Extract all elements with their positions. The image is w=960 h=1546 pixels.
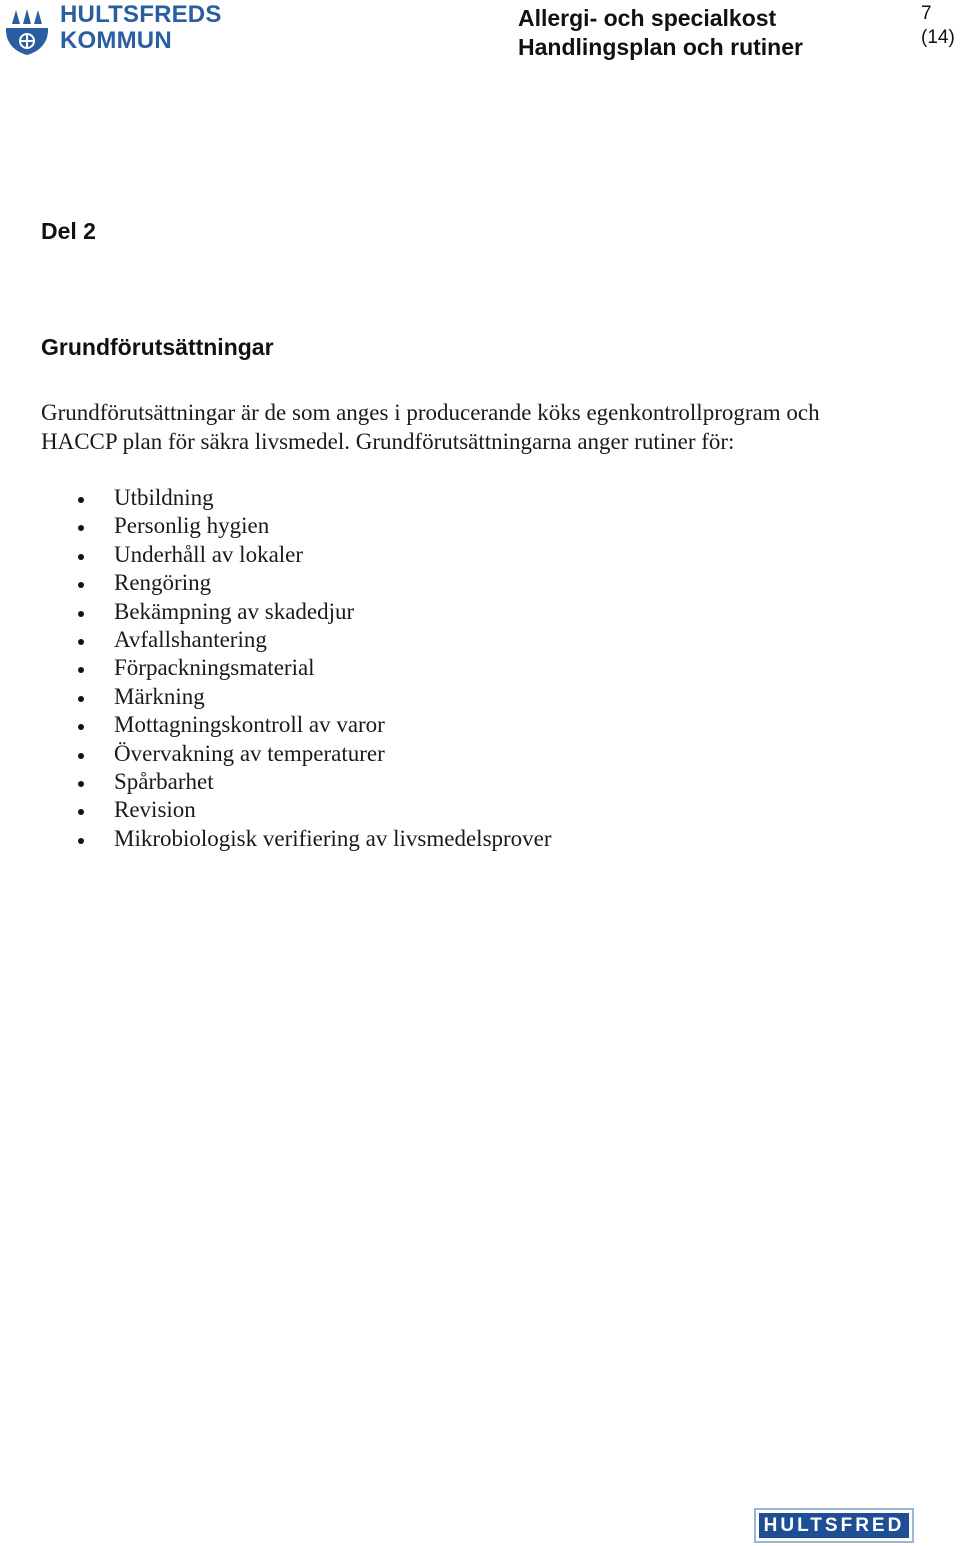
list-item: Underhåll av lokaler [74, 541, 552, 569]
list-item: Spårbarhet [74, 768, 552, 796]
logo-line-1: HULTSFREDS [60, 1, 222, 28]
routine-list [74, 484, 552, 853]
document-title-line-2: Handlingsplan och rutiner [518, 34, 803, 60]
list-item: Rengöring [74, 569, 552, 597]
intro-paragraph [41, 398, 911, 456]
document-title-line-1: Allergi- och specialkost [518, 5, 777, 31]
intro-line-1: Grundförutsättningar är de som anges i producerande köks egenkontrollprogram och [41, 400, 820, 425]
footer-logo [754, 1508, 914, 1543]
shield-icon [4, 4, 50, 56]
page-number [921, 2, 955, 50]
intro-line-2: HACCP plan för säkra livsmedel. Grundförutsättningarna anger rutiner för: [41, 429, 735, 454]
municipality-logo [4, 1, 222, 56]
list-item: Personlig hygien [74, 512, 552, 540]
section-heading: Grundförutsättningar [41, 334, 274, 360]
list-item: Revision [74, 796, 552, 824]
list-item: Bekämpning av skadedjur [74, 598, 552, 626]
part-heading: Del 2 [41, 218, 96, 244]
document-title [518, 4, 803, 62]
list-item: Övervakning av temperaturer [74, 740, 552, 768]
list-item: Avfallshantering [74, 626, 552, 654]
page-current: 7 [921, 3, 932, 24]
list-item: Utbildning [74, 484, 552, 512]
list-item: Förpackningsmaterial [74, 654, 552, 682]
logo-wordmark [60, 2, 222, 54]
logo-line-2: KOMMUN [60, 27, 172, 54]
list-item: Mottagningskontroll av varor [74, 711, 552, 739]
footer-logo-text: HULTSFRED [759, 1513, 909, 1538]
list-item: Märkning [74, 683, 552, 711]
list-item: Mikrobiologisk verifiering av livsmedelsprover [74, 825, 552, 853]
page-total: (14) [921, 27, 955, 48]
